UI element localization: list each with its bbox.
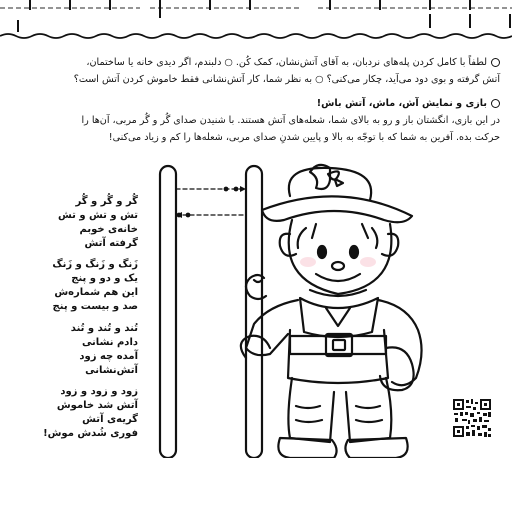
face-icon (280, 220, 399, 296)
poem-line: آمده چه زود (79, 351, 138, 362)
game-heading: بازی و نمایش آش، ماش، آتش باش! (316, 98, 487, 109)
poem-line: آتش‌نشانی (85, 365, 138, 376)
firefighter-ladder-illustration (150, 158, 440, 458)
poem-line: گرفته آتش (84, 238, 138, 249)
qr-code-icon[interactable] (452, 398, 492, 438)
poem-line: دادم نشانی (81, 337, 138, 348)
poem-line: یک و دو و پنج (71, 273, 138, 284)
game-paragraph (10, 95, 500, 146)
top-decoration (0, 0, 512, 40)
poem-line: زَنگ و زَنگ و زَنگ (52, 259, 138, 270)
poem-line: گُر و گُر و گُر (75, 196, 138, 207)
intro-line-1: لطفاً با کامل کردن پله‌های نردبان، به آقای آتش‌نشان، کمک کُن. ○ دلبندم، اگر دیدی خانه یا ساختمان، (86, 57, 487, 68)
rung-guide-arrows-icon (176, 186, 246, 218)
rung-guide-dashed-lines (176, 189, 246, 215)
ladder-icon (160, 166, 262, 458)
poem-line: این هم شماره‌ش (54, 287, 138, 298)
intro-line-2: آتش گرفته و بوی دود می‌آید، چکار می‌کنی؟ ○ به نظر شما، کار آتش‌نشانی فقط خاموش کردن آتش است؟ (73, 74, 500, 85)
poem-line: آتش شد خاموش (56, 400, 138, 411)
poem-stanza-3 (70, 322, 138, 378)
helmet-icon (262, 165, 412, 222)
poem-stanza-2 (52, 258, 138, 314)
game-line-1: در این بازی، انگشتان باز و رو به بالای شما، شعله‌های آتش هستند. با شنیدن صدای گُر و گُر مربی، آن‌ها را (81, 115, 500, 126)
bullet-icon (491, 99, 500, 108)
firefighter-body-icon (241, 298, 422, 458)
poem-line: زود و زود و زود (60, 386, 138, 397)
bullet-icon (491, 58, 500, 67)
poem-line: گریه‌ی آتش (82, 414, 138, 425)
intro-paragraph (10, 54, 500, 88)
game-line-2: حرکت بده. آفرین به شما که با توجّه به بالا و پایین شدنِ صدای مربی، شعله‌ها را کم و زیاد می‌کنی! (108, 132, 500, 143)
poem-line: خانه‌ی خوبم (79, 224, 138, 235)
poem-line: فوری شُدش موش! (43, 428, 138, 439)
poem-stanza-4 (43, 385, 138, 441)
poem-stanza-1 (57, 195, 138, 251)
poem-line: تش و تش و تش (57, 210, 138, 221)
poem-line: صد و بیست و پنج (52, 301, 138, 312)
poem-line: تُند و تُند و تُند (70, 323, 138, 334)
